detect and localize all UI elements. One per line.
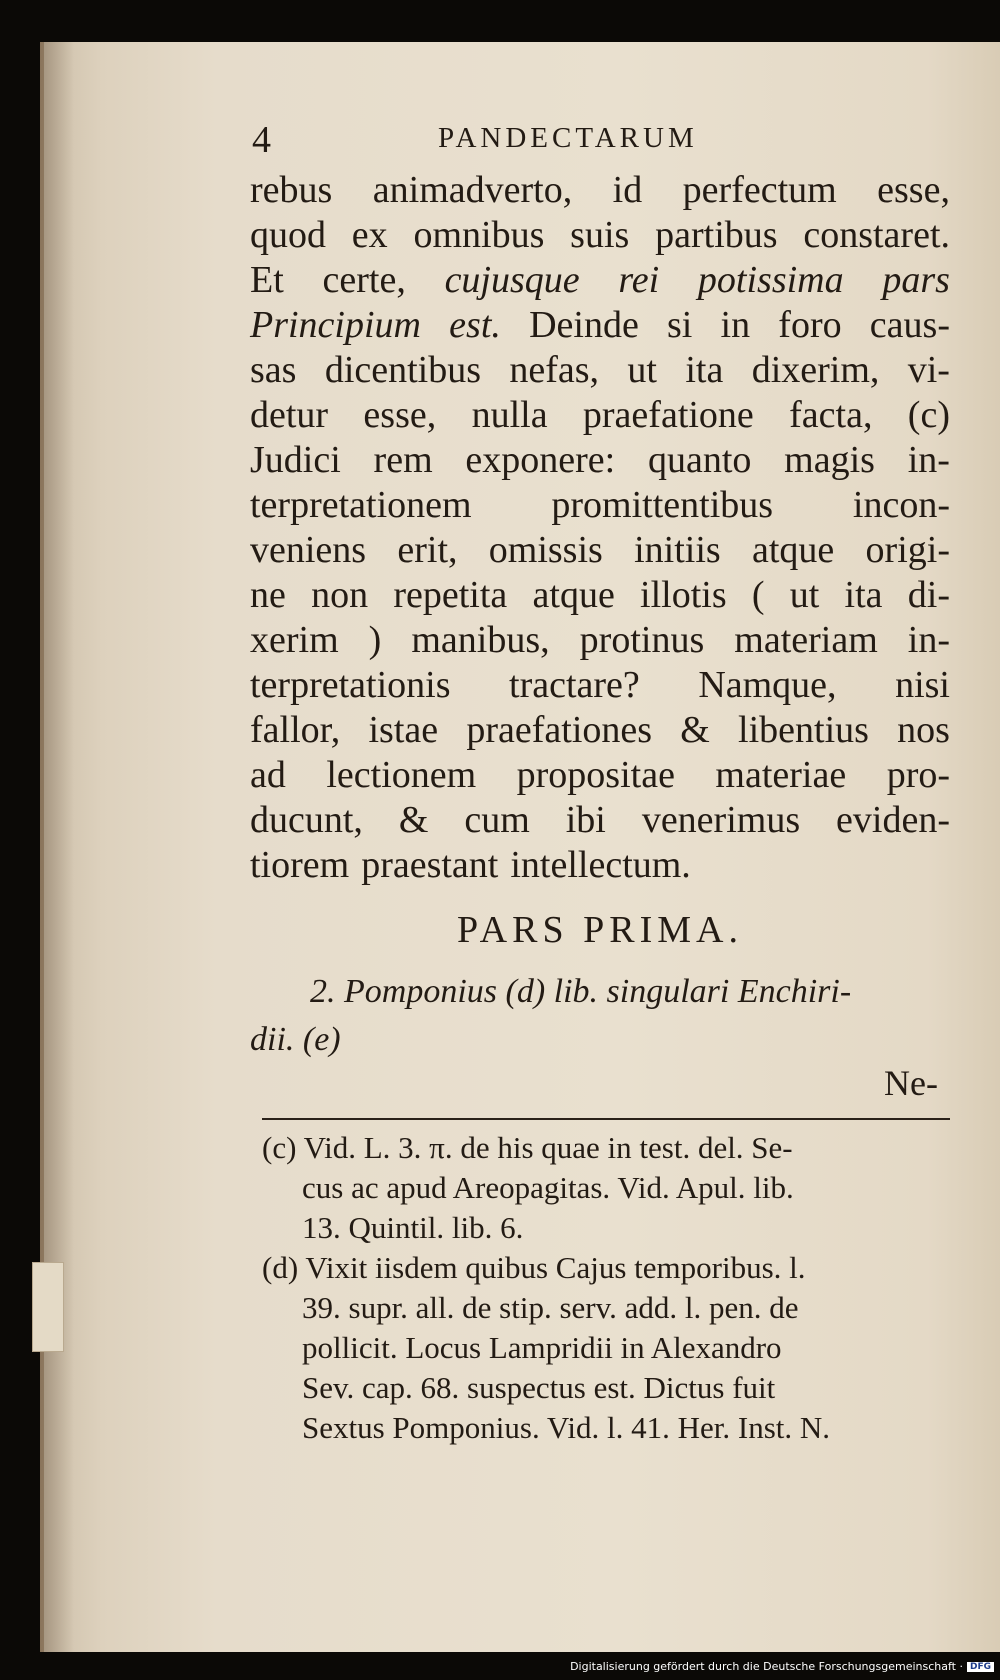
word: magis xyxy=(784,439,875,481)
page-number: 4 xyxy=(252,119,271,161)
footnote-line: 13. Quintil. lib. 6. xyxy=(302,1210,524,1245)
word: atque xyxy=(751,529,835,571)
word: praefationes xyxy=(466,709,653,751)
word: ex xyxy=(351,214,388,256)
word: eviden- xyxy=(836,799,950,841)
word: repetita xyxy=(393,574,508,616)
word: ut xyxy=(789,574,820,616)
body-line xyxy=(250,393,950,438)
word: Deinde xyxy=(529,304,639,346)
word: perfectum xyxy=(682,169,837,211)
body-line xyxy=(250,663,950,708)
word: Namque, xyxy=(698,664,837,706)
word: foro xyxy=(778,304,842,346)
word: praestant xyxy=(361,844,499,886)
word: caus- xyxy=(869,304,950,346)
word: veniens xyxy=(250,529,367,571)
word: quod xyxy=(250,214,326,256)
footnote-line: Sev. cap. 68. suspectus est. Dictus fuit xyxy=(302,1370,776,1405)
word: in- xyxy=(907,439,950,481)
word: erit, xyxy=(397,529,458,571)
word: ad xyxy=(250,754,286,796)
body-line xyxy=(250,573,950,618)
word: Judici xyxy=(250,439,341,481)
word: incon- xyxy=(852,484,950,526)
word: propositae xyxy=(516,754,675,796)
rubric-line: dii. (e) xyxy=(250,1021,341,1058)
word: esse, xyxy=(363,394,437,436)
word: nefas, xyxy=(509,349,600,391)
digitization-credit: Digitalisierung gefördert durch die Deutsche Forschungsgemeinschaft · DFG xyxy=(570,1660,994,1673)
word: Principium xyxy=(250,304,421,346)
word: ) xyxy=(368,619,382,661)
word: rei xyxy=(618,259,660,301)
word: dicentibus xyxy=(324,349,482,391)
word: terpretationis xyxy=(250,664,451,706)
word: in- xyxy=(907,619,950,661)
word: pars xyxy=(882,259,950,301)
word: nisi xyxy=(895,664,950,706)
body-line xyxy=(250,438,950,483)
body-line xyxy=(250,303,950,348)
word: ibi xyxy=(565,799,606,841)
word: exponere: xyxy=(465,439,616,481)
word: rem xyxy=(373,439,433,481)
word: terpretationem xyxy=(250,484,472,526)
dfg-logo-icon: DFG xyxy=(967,1662,994,1672)
body-line xyxy=(250,348,950,393)
word: constaret. xyxy=(803,214,950,256)
footnotes xyxy=(262,1128,950,1448)
body-line xyxy=(250,798,950,843)
word: xerim xyxy=(250,619,339,661)
word: illotis xyxy=(640,574,727,616)
word: praefatione xyxy=(582,394,754,436)
word: est. xyxy=(449,304,501,346)
word: animadverto, xyxy=(372,169,573,211)
word: ducunt, xyxy=(250,799,363,841)
footnote-rule xyxy=(262,1118,950,1120)
word: in xyxy=(720,304,751,346)
word: dixerim, xyxy=(751,349,880,391)
gutter-shadow xyxy=(40,42,74,1652)
running-title: PANDECTARUM xyxy=(438,122,698,154)
word: omnibus xyxy=(413,214,545,256)
word: promittentibus xyxy=(551,484,774,526)
word: materiam xyxy=(734,619,878,661)
footnote-line: pollicit. Locus Lampridii in Alexandro xyxy=(302,1330,782,1365)
word: cujusque xyxy=(444,259,580,301)
footnote-line: (c) Vid. L. 3. π. de his quae in test. del. Se- xyxy=(262,1130,793,1165)
body-line xyxy=(250,213,950,258)
word: ut xyxy=(627,349,657,391)
word: partibus xyxy=(655,214,778,256)
word: di- xyxy=(907,574,950,616)
word: pro- xyxy=(886,754,950,796)
word: vi- xyxy=(907,349,950,391)
word: manibus, xyxy=(411,619,550,661)
word: fallor, xyxy=(250,709,341,751)
body-line xyxy=(250,753,950,798)
footnote-line: (d) Vixit iisdem quibus Cajus temporibus. l. xyxy=(262,1250,806,1285)
word: Et xyxy=(250,259,284,301)
body-line xyxy=(250,708,950,753)
body-line xyxy=(250,843,950,888)
body-line xyxy=(250,168,950,213)
word: si xyxy=(667,304,693,346)
word: facta, xyxy=(789,394,873,436)
footnote-line: Sextus Pomponius. Vid. l. 41. Her. Inst. N. xyxy=(302,1410,831,1445)
word: ( xyxy=(751,574,765,616)
word: tiorem xyxy=(250,844,350,886)
word: sas xyxy=(250,349,297,391)
rubric-line: 2. Pomponius (d) lib. singulari Enchiri- xyxy=(310,973,852,1010)
word: initiis xyxy=(634,529,721,571)
word: cum xyxy=(464,799,530,841)
word: potissima xyxy=(697,259,844,301)
page-header xyxy=(250,118,950,161)
word: rebus xyxy=(250,169,333,211)
body-line xyxy=(250,528,950,573)
word: ita xyxy=(685,349,724,391)
word: ita xyxy=(844,574,883,616)
page-tab xyxy=(32,1262,64,1352)
section-heading: PARS PRIMA. xyxy=(457,909,743,951)
word: lectionem xyxy=(326,754,477,796)
body-line xyxy=(250,483,950,528)
word: ne xyxy=(250,574,286,616)
footnote-line: 39. supr. all. de stip. serv. add. l. pen. de xyxy=(302,1290,799,1325)
word: istae xyxy=(368,709,439,751)
body-text xyxy=(250,168,950,888)
word: intellectum. xyxy=(510,844,691,886)
word: esse, xyxy=(877,169,950,211)
word: origi- xyxy=(865,529,950,571)
word: detur xyxy=(250,394,329,436)
word: materiae xyxy=(715,754,847,796)
word: & xyxy=(680,709,710,751)
word: atque xyxy=(532,574,615,616)
word: certe, xyxy=(322,259,406,301)
word: tractare? xyxy=(509,664,640,706)
word: libentius xyxy=(738,709,869,751)
footnote-line: cus ac apud Areopagitas. Vid. Apul. lib. xyxy=(302,1170,794,1205)
word: id xyxy=(612,169,643,211)
word: & xyxy=(398,799,429,841)
rubric xyxy=(250,968,950,1064)
word: omissis xyxy=(488,529,603,571)
word: non xyxy=(311,574,369,616)
body-line xyxy=(250,258,950,303)
word: quanto xyxy=(647,439,752,481)
word: suis xyxy=(570,214,630,256)
body-line xyxy=(250,618,950,663)
word: protinus xyxy=(579,619,705,661)
word: (c) xyxy=(907,394,950,436)
catchword: Ne- xyxy=(884,1063,938,1103)
word: venerimus xyxy=(641,799,801,841)
word: nulla xyxy=(471,394,548,436)
word: nos xyxy=(897,709,950,751)
